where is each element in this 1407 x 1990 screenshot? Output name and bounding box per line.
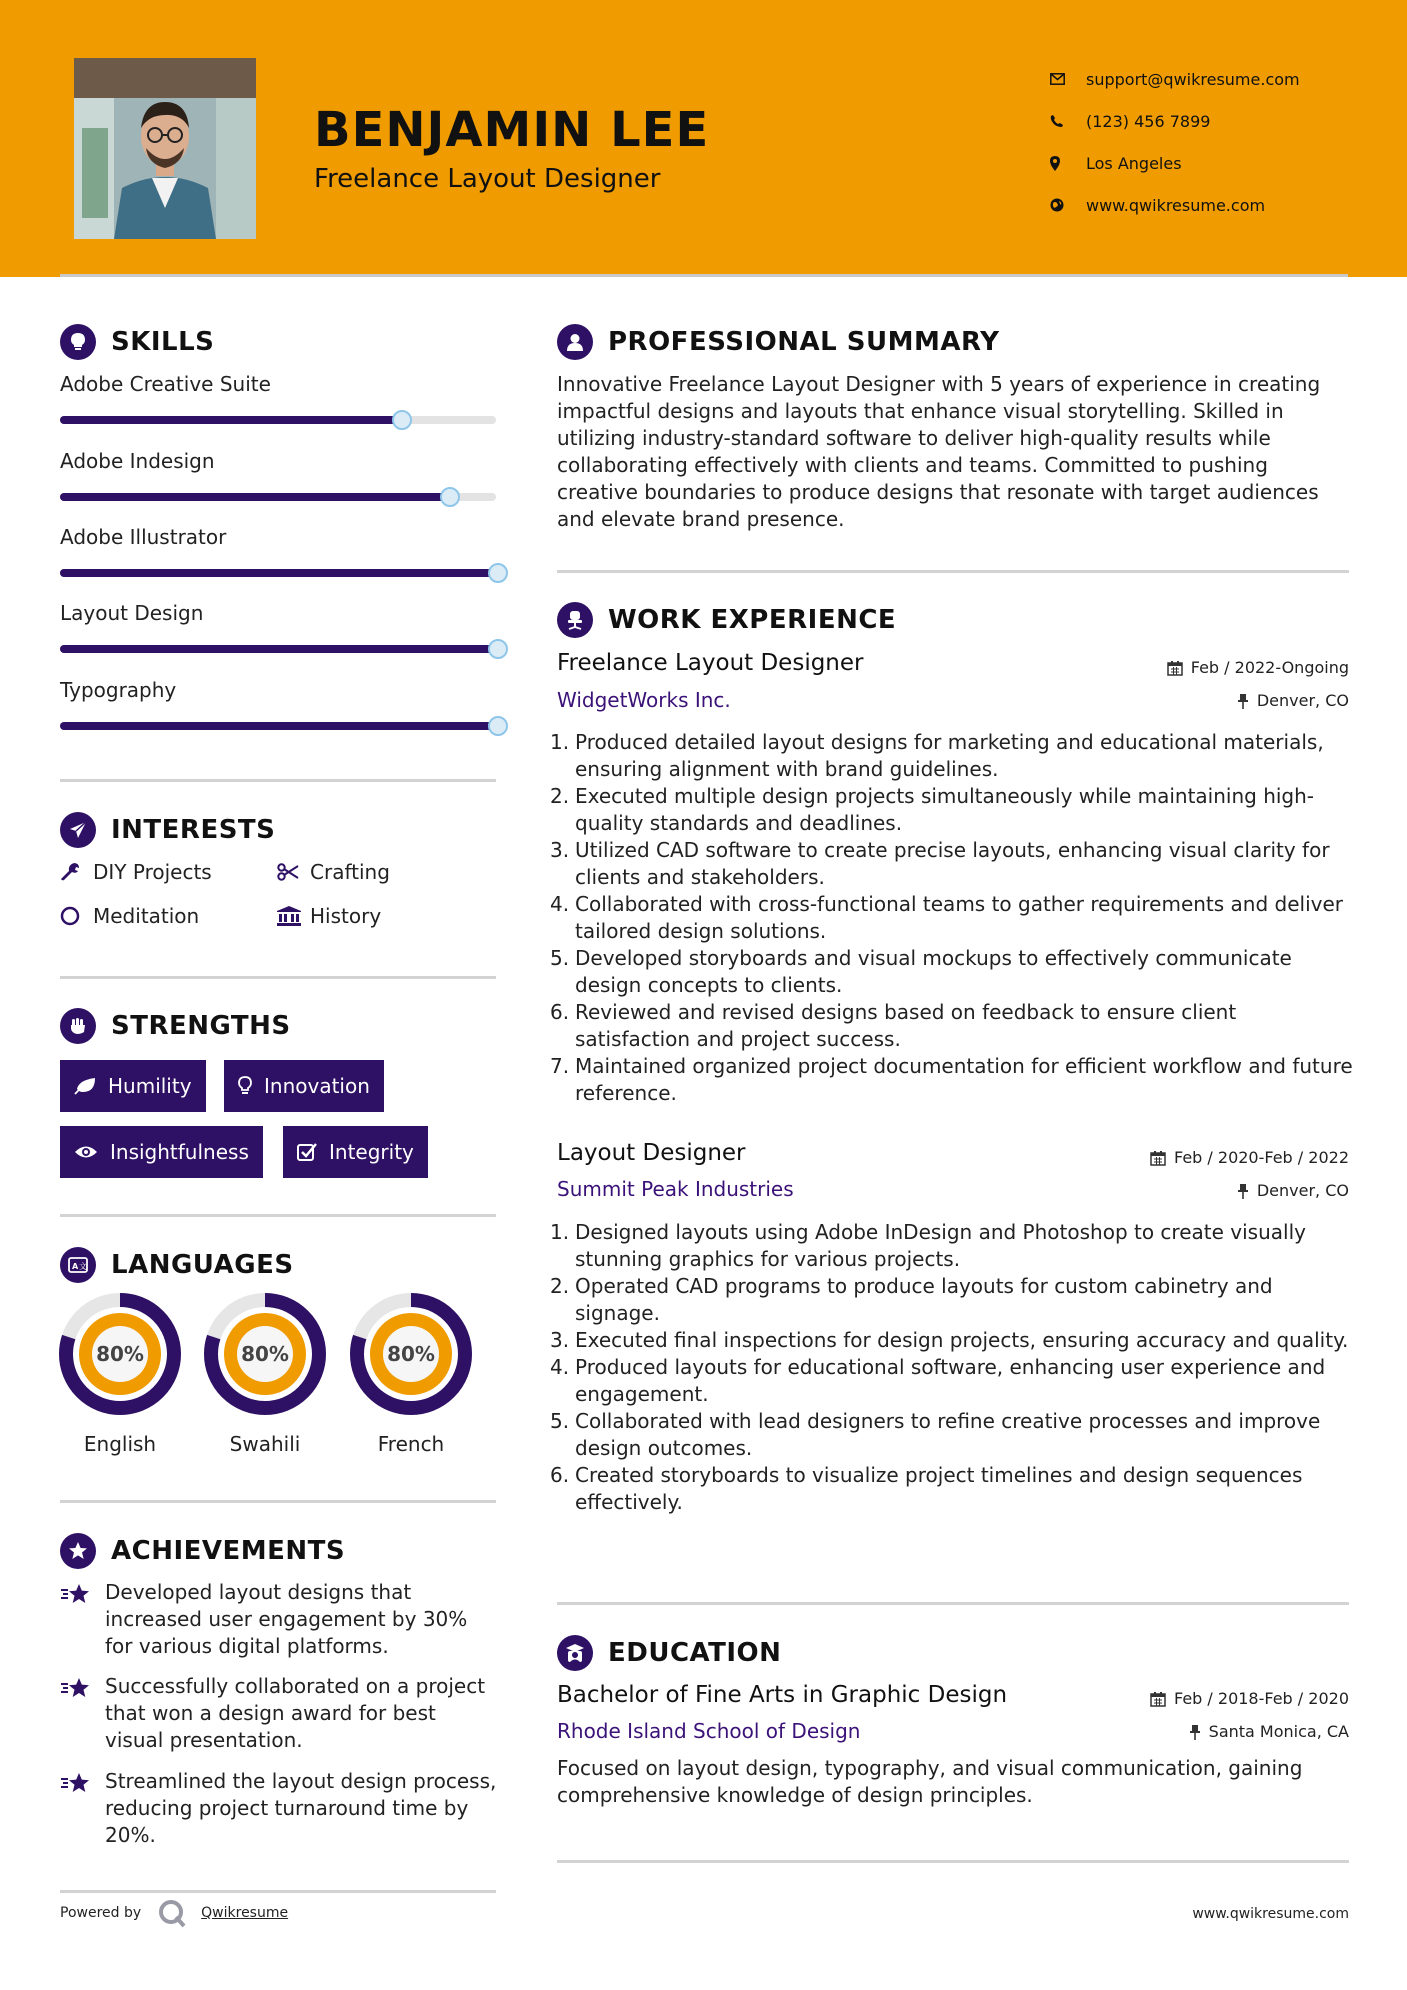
- calendar-icon: [1150, 1150, 1166, 1166]
- interest-label: Meditation: [93, 904, 200, 928]
- skill-bar-fill: [60, 493, 448, 501]
- section-divider: [60, 1500, 496, 1503]
- map-pin-icon: [1050, 156, 1086, 171]
- education-location-text: Santa Monica, CA: [1208, 1722, 1349, 1741]
- job-bullet-list: [550, 729, 1355, 1107]
- job-company: Summit Peak Industries: [557, 1177, 794, 1201]
- circle-icon: [60, 906, 93, 926]
- achievement-text: Streamlined the layout design process, reducing project turnaround time by 20%.: [105, 1769, 497, 1847]
- lightbulb-icon: [238, 1076, 252, 1096]
- profile-photo: [74, 58, 256, 239]
- language-name: French: [377, 1432, 445, 1456]
- job-title: Layout Designer: [557, 1140, 746, 1166]
- bullet-text: Produced layouts for educational software, enhancing user experience and engagement.: [575, 1355, 1326, 1406]
- education-heading: [557, 1635, 781, 1671]
- language-percent: 80%: [96, 1342, 144, 1366]
- svg-text:文: 文: [79, 1262, 87, 1271]
- strengths-title: STRENGTHS: [111, 1011, 291, 1041]
- section-divider: [557, 1602, 1349, 1605]
- fist-icon: [60, 1008, 96, 1044]
- job-title: Freelance Layout Designer: [557, 650, 864, 676]
- envelope-icon: [1050, 73, 1086, 85]
- language-ring: [203, 1292, 327, 1416]
- language-percent: 80%: [241, 1342, 289, 1366]
- language-item: [58, 1292, 182, 1456]
- candidate-title: Freelance Layout Designer: [314, 164, 661, 194]
- bullet-text: Executed final inspections for design projects, ensuring accuracy and quality.: [575, 1328, 1349, 1352]
- globe-icon: [1050, 198, 1086, 212]
- interest-item: [60, 860, 212, 884]
- leaf-icon: [74, 1077, 96, 1095]
- powered-by-label: Powered by: [60, 1905, 142, 1921]
- list-item: 2. Executed multiple design projects simultaneously while maintaining high-quality standards and deadlines.: [550, 783, 1355, 837]
- language-ring: [58, 1292, 182, 1416]
- bullet-text: Reviewed and revised designs based on feedback to ensure client satisfaction and project success.: [575, 1000, 1237, 1051]
- interest-item: [277, 860, 390, 884]
- pushpin-icon: [1237, 693, 1249, 709]
- calendar-icon: [1167, 660, 1183, 676]
- list-item: 4. Collaborated with cross-functional teams to gather requirements and deliver tailored design solutions.: [550, 891, 1355, 945]
- office-chair-icon: [557, 602, 593, 638]
- strength-badge: [60, 1060, 206, 1112]
- language-percent: 80%: [387, 1342, 435, 1366]
- education-location: [1189, 1722, 1349, 1741]
- skill-bar-knob: [440, 487, 460, 507]
- achievement-item: [60, 1579, 500, 1660]
- strength-label: Integrity: [329, 1140, 414, 1164]
- interests-title: INTERESTS: [111, 815, 276, 845]
- strength-badge: [224, 1060, 384, 1112]
- skill-name: Adobe Illustrator: [60, 525, 227, 549]
- skill-bar-knob: [488, 639, 508, 659]
- header-divider: [60, 274, 1348, 277]
- contact-email-text[interactable]: support@qwikresume.com: [1086, 69, 1300, 89]
- list-item: 4. Produced layouts for educational software, enhancing user experience and engagement.: [550, 1354, 1355, 1408]
- strength-label: Innovation: [264, 1074, 370, 1098]
- achievements-title: ACHIEVEMENTS: [111, 1536, 346, 1566]
- section-divider: [557, 1860, 1349, 1863]
- languages-heading: [60, 1247, 294, 1283]
- skill-name: Adobe Creative Suite: [60, 372, 271, 396]
- interest-label: Crafting: [310, 860, 390, 884]
- education-dates-text: Feb / 2018-Feb / 2020: [1174, 1689, 1349, 1708]
- list-item: 3. Utilized CAD software to create precise layouts, enhancing visual clarity for clients and stakeholders.: [550, 837, 1355, 891]
- education-dates: [1150, 1689, 1349, 1708]
- bullet-text: Designed layouts using Adobe InDesign and Photoshop to create visually stunning graphics for various projects.: [575, 1220, 1306, 1271]
- bullet-text: Utilized CAD software to create precise layouts, enhancing visual clarity for clients and stakeholders.: [575, 838, 1330, 889]
- check-square-icon: [297, 1142, 317, 1162]
- contact-location: [1050, 142, 1350, 184]
- job-dates-text: Feb / 2022-Ongoing: [1190, 658, 1349, 677]
- skill-bar: [60, 722, 496, 730]
- star-badge-icon: [60, 1533, 96, 1569]
- language-name: Swahili: [229, 1432, 301, 1456]
- eye-icon: [74, 1144, 98, 1160]
- skill-bar-fill: [60, 722, 496, 730]
- achievement-item: [60, 1768, 500, 1849]
- contact-email: [1050, 58, 1350, 100]
- achievement-text: Developed layout designs that increased user engagement by 30% for various digital platforms.: [105, 1580, 468, 1658]
- interest-item: [277, 904, 381, 928]
- bullet-text: Created storyboards to visualize project timelines and design sequences effectively.: [575, 1463, 1303, 1514]
- skill-bar-knob: [392, 410, 412, 430]
- skill-bar-knob: [488, 716, 508, 736]
- skill-bar: [60, 569, 496, 577]
- bullet-text: Collaborated with lead designers to refine creative processes and improve design outcomes.: [575, 1409, 1321, 1460]
- graduate-icon: [557, 1635, 593, 1671]
- list-item: 2. Operated CAD programs to produce layouts for custom cabinetry and signage.: [550, 1273, 1355, 1327]
- skill-bar: [60, 416, 496, 424]
- strengths-heading: [60, 1008, 291, 1044]
- skill-bar-fill: [60, 416, 400, 424]
- list-item: 3. Executed final inspections for design projects, ensuring accuracy and quality.: [550, 1328, 1349, 1352]
- phone-icon: [1050, 114, 1086, 128]
- interests-heading: [60, 812, 275, 848]
- list-item: 6. Reviewed and revised designs based on feedback to ensure client satisfaction and project success.: [550, 999, 1355, 1053]
- job-bullet-list: [550, 1219, 1355, 1516]
- contact-list: [1050, 58, 1350, 226]
- job-company: WidgetWorks Inc.: [557, 688, 731, 712]
- summary-text: Innovative Freelance Layout Designer with 5 years of experience in creating impactful designs and layouts that enhance visual storytelling. Skilled in utilizing industry-standard software to deliver high-quality results while collaborating effectively with clients and teams. Committed to pushing creative boundaries to produce designs that resonate with target audiences and elevate brand presence.: [557, 372, 1321, 531]
- bullet-text: Executed multiple design projects simultaneously while maintaining high-quality standards and deadlines.: [575, 784, 1315, 835]
- bullet-text: Maintained organized project documentation for efficient workflow and future reference.: [575, 1054, 1353, 1105]
- interest-label: DIY Projects: [93, 860, 212, 884]
- summary-title: PROFESSIONAL SUMMARY: [608, 327, 1000, 357]
- language-item: [349, 1292, 473, 1456]
- bullet-text: Collaborated with cross-functional teams to gather requirements and deliver tailored design solutions.: [575, 892, 1344, 943]
- paper-plane-icon: [60, 812, 96, 848]
- qwikresume-link[interactable]: Qwikresume: [201, 1905, 289, 1921]
- section-divider: [60, 1214, 496, 1217]
- section-divider: [60, 779, 496, 782]
- language-icon: [60, 1247, 96, 1283]
- qwikresume-logo-icon: [157, 1898, 187, 1928]
- skill-bar: [60, 493, 496, 501]
- list-item: 5. Collaborated with lead designers to refine creative processes and improve design outcomes.: [550, 1408, 1355, 1462]
- pushpin-icon: [1237, 1183, 1249, 1199]
- strength-badge: [283, 1126, 428, 1178]
- skill-name: Layout Design: [60, 601, 204, 625]
- contact-phone-text: (123) 456 7899: [1086, 111, 1211, 131]
- star-icon: [60, 1673, 105, 1754]
- list-item: 1. Produced detailed layout designs for marketing and educational materials, ensuring alignment with brand guidelines.: [550, 729, 1355, 783]
- section-divider: [557, 570, 1349, 573]
- job-location-text: Denver, CO: [1256, 691, 1349, 710]
- job-location: [1237, 1181, 1349, 1200]
- experience-heading: [557, 602, 896, 638]
- resume-header: [0, 0, 1407, 277]
- list-item: 7. Maintained organized project documentation for efficient workflow and future reference.: [550, 1053, 1355, 1107]
- language-item: [203, 1292, 327, 1456]
- job-dates: [1150, 1148, 1349, 1167]
- interest-item: [60, 904, 199, 928]
- museum-icon: [277, 906, 310, 926]
- job-location: [1237, 691, 1349, 710]
- achievements-heading: [60, 1533, 345, 1569]
- language-ring: [349, 1292, 473, 1416]
- pushpin-icon: [1189, 1724, 1201, 1740]
- job-location-text: Denver, CO: [1256, 1181, 1349, 1200]
- svg-text:A: A: [72, 1262, 79, 1271]
- list-item: 6. Created storyboards to visualize project timelines and design sequences effectively.: [550, 1462, 1355, 1516]
- section-divider: [60, 1890, 496, 1893]
- education-title: EDUCATION: [608, 1638, 782, 1668]
- skills-heading: [60, 324, 214, 360]
- degree-title: Bachelor of Fine Arts in Graphic Design: [557, 1682, 1008, 1708]
- contact-website: [1050, 184, 1350, 226]
- skill-name: Adobe Indesign: [60, 449, 215, 473]
- calendar-icon: [1150, 1691, 1166, 1707]
- contact-website-text[interactable]: www.qwikresume.com: [1086, 195, 1266, 215]
- bullet-text: Operated CAD programs to produce layouts for custom cabinetry and signage.: [575, 1274, 1273, 1325]
- section-divider: [60, 976, 496, 979]
- footer-website[interactable]: www.qwikresume.com: [1192, 1906, 1349, 1922]
- lightbulb-icon: [60, 324, 96, 360]
- contact-phone: [1050, 100, 1350, 142]
- achievement-item: [60, 1673, 500, 1754]
- powered-by: [60, 1898, 288, 1928]
- list-item: 1. Designed layouts using Adobe InDesign and Photoshop to create visually stunning graphics for various projects.: [550, 1219, 1355, 1273]
- star-icon: [60, 1768, 105, 1849]
- user-icon: [557, 324, 593, 360]
- skill-bar: [60, 645, 496, 653]
- list-item: 5. Developed storyboards and visual mockups to effectively communicate design concepts to clients.: [550, 945, 1355, 999]
- strength-label: Humility: [108, 1074, 192, 1098]
- job-dates-text: Feb / 2020-Feb / 2022: [1174, 1148, 1349, 1167]
- skills-title: SKILLS: [111, 327, 215, 357]
- contact-location-text: Los Angeles: [1086, 153, 1182, 173]
- bullet-text: Developed storyboards and visual mockups to effectively communicate design concepts to clients.: [575, 946, 1292, 997]
- scissors-icon: [277, 863, 310, 881]
- wrench-icon: [60, 862, 93, 882]
- candidate-name: BENJAMIN LEE: [314, 102, 710, 158]
- language-name: English: [83, 1432, 157, 1456]
- school-name: Rhode Island School of Design: [557, 1719, 861, 1743]
- strength-label: Insightfulness: [110, 1140, 249, 1164]
- skill-name: Typography: [60, 678, 177, 702]
- job-dates: [1167, 658, 1349, 677]
- summary-heading: [557, 324, 999, 360]
- skill-bar-fill: [60, 569, 496, 577]
- skill-bar-fill: [60, 645, 496, 653]
- interest-label: History: [310, 904, 382, 928]
- achievement-text: Successfully collaborated on a project that won a design award for best visual presentation.: [105, 1674, 486, 1752]
- strength-badge: [60, 1126, 263, 1178]
- languages-title: LANGUAGES: [111, 1250, 294, 1280]
- experience-title: WORK EXPERIENCE: [608, 605, 897, 635]
- education-description: Focused on layout design, typography, and visual communication, gaining comprehensive knowledge of design principles.: [557, 1756, 1303, 1807]
- skill-bar-knob: [488, 563, 508, 583]
- bullet-text: Produced detailed layout designs for marketing and educational materials, ensuring alignment with brand guidelines.: [575, 730, 1324, 781]
- star-icon: [60, 1579, 105, 1660]
